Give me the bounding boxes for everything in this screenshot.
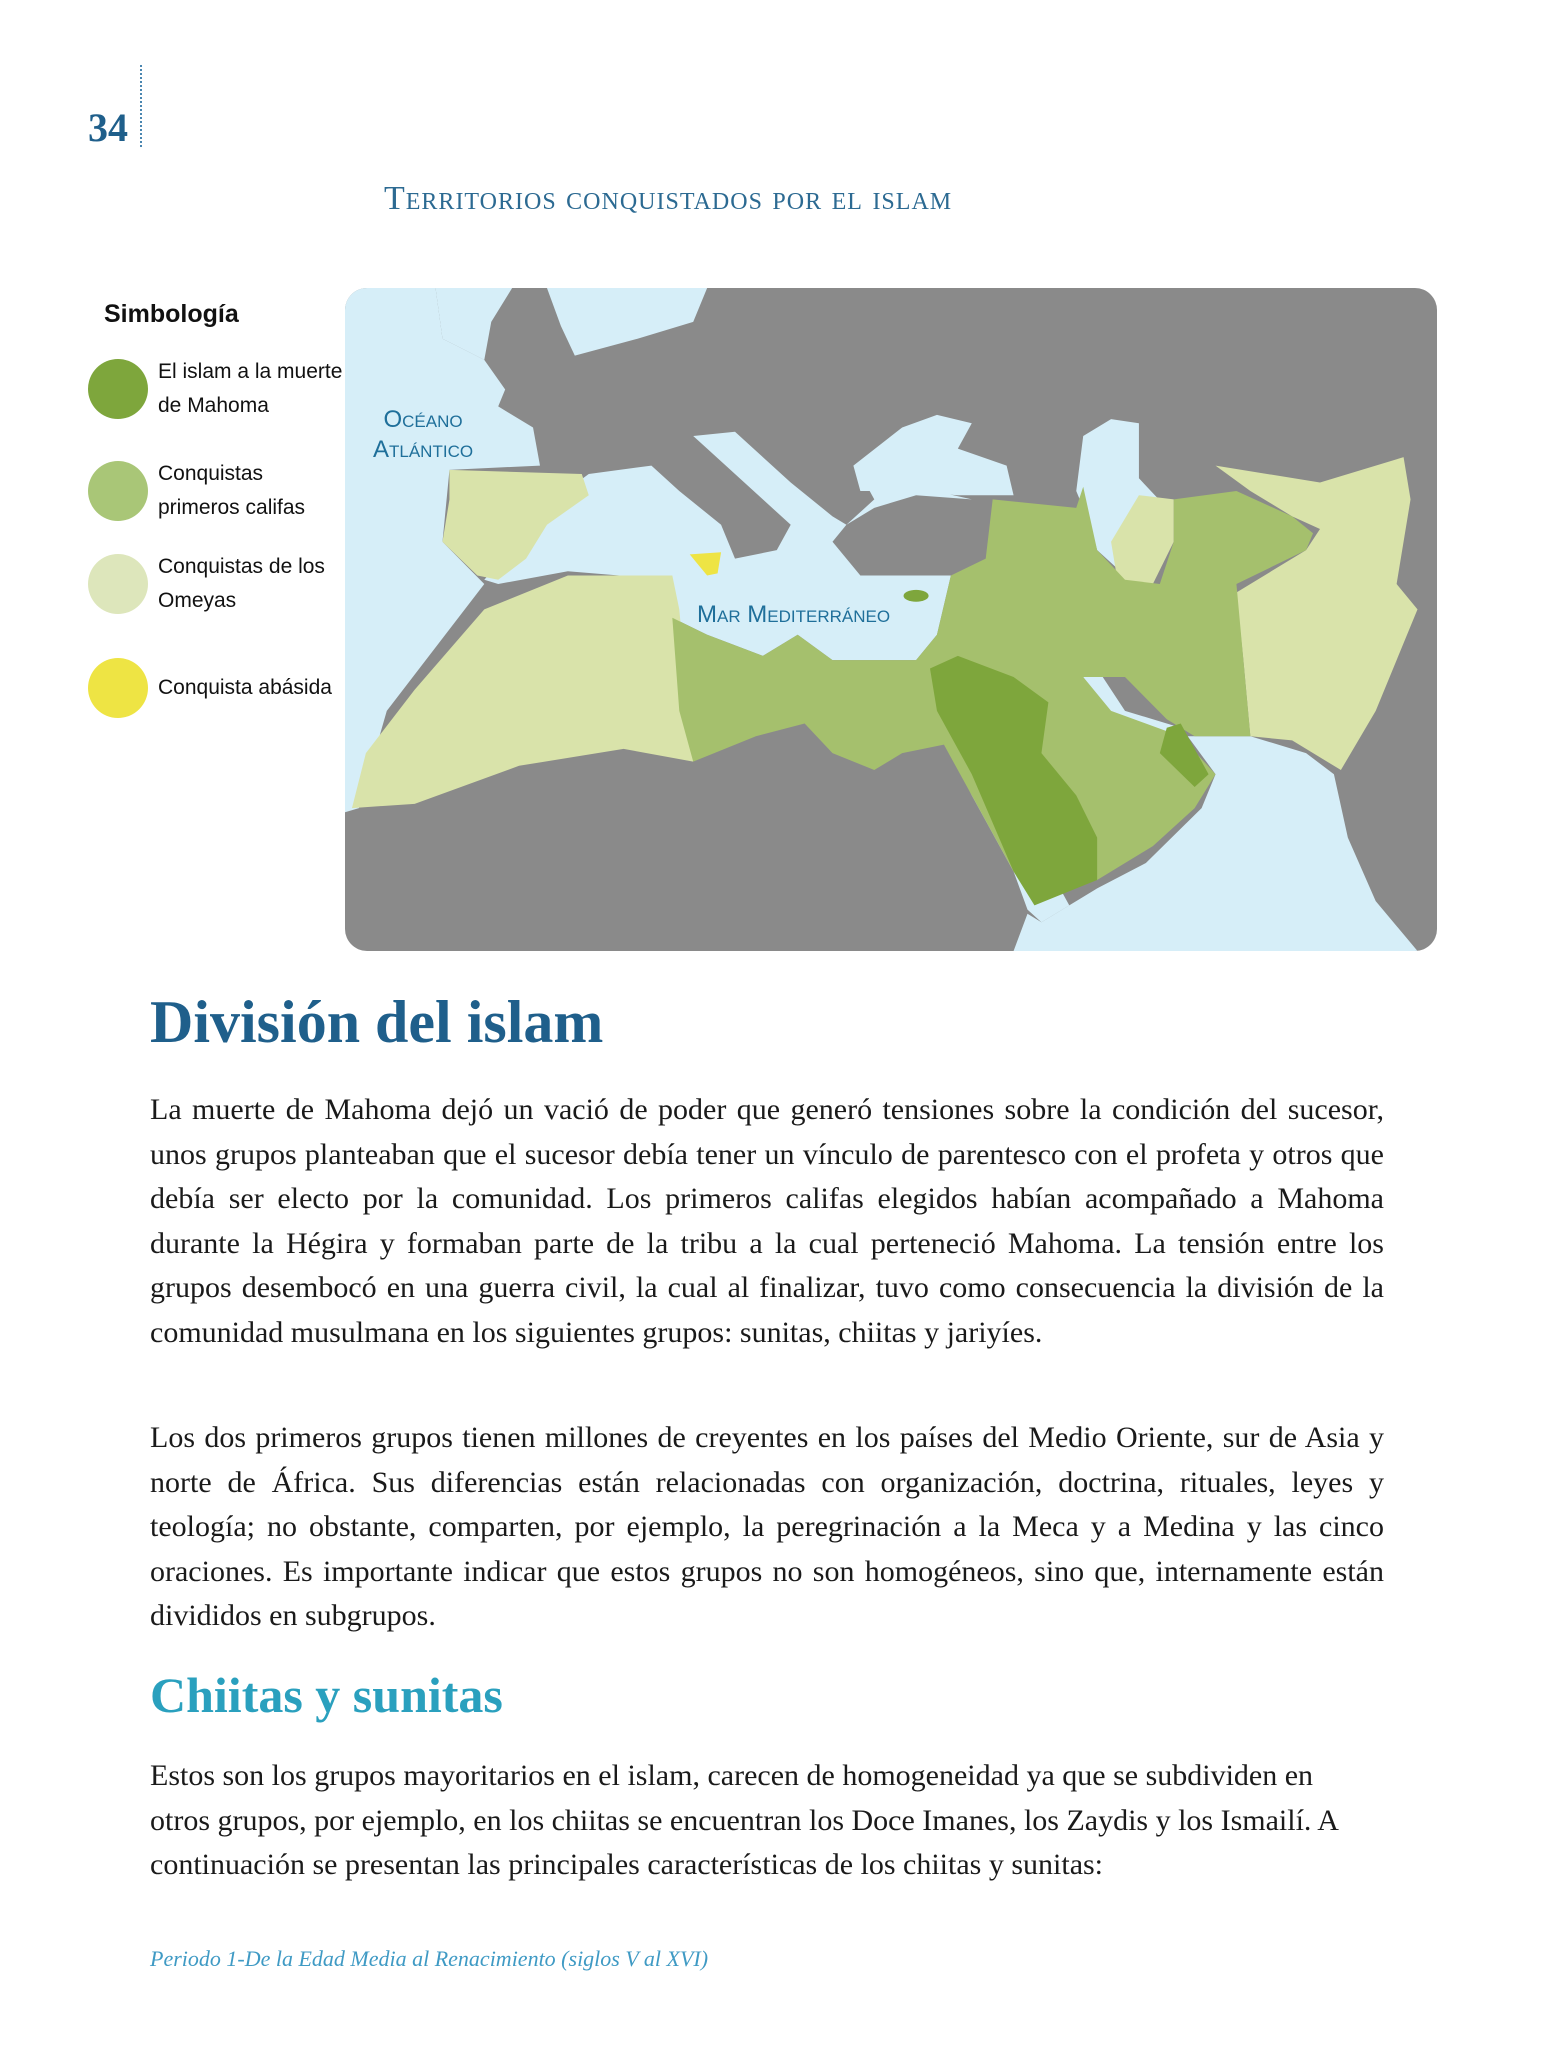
region-muerte-mahoma-cyprus (904, 590, 929, 602)
territories-map (345, 288, 1437, 951)
ocean-label-line1: Océano (383, 406, 463, 433)
map-title: Territorios conquistados por el islam (384, 180, 953, 217)
legend-title: Simbología (104, 300, 239, 328)
legend-swatch (88, 554, 148, 614)
legend-swatch (88, 461, 148, 521)
legend-item-mahoma (88, 355, 343, 423)
ocean-label-line2: Atlántico (373, 436, 474, 463)
sea-label: Mar Mediterráneo (697, 601, 891, 628)
page-footer: Periodo 1-De la Edad Media al Renacimiento (siglos V al XVI) (150, 1946, 709, 1971)
map-legend (88, 300, 348, 699)
subsection-heading: Chiitas y sunitas (150, 1667, 503, 1723)
legend-label: Conquistas primeros califas (158, 462, 306, 519)
legend-label: Conquista abásida (158, 676, 332, 699)
page-number-divider (140, 65, 142, 147)
legend-label: Conquistas de los Omeyas (158, 555, 325, 612)
legend-item-omeyas (88, 550, 343, 618)
map-graphic (345, 288, 1437, 951)
paragraph: Los dos primeros grupos tienen millones de creyentes en los países del Medio Oriente, sur de Asia y norte de África. Sus diferencias están relacionadas con organización, doctrina, rituales, leyes y teología; no obstante, comparten, por ejemplo, la peregrinación a la Meca y a Medina y las cinco oraciones. Es importante indicar que estos grupos no son homogéneos, sino que, internamente están divididos en subgrupos. (150, 1421, 1384, 1632)
legend-item-califas (88, 457, 343, 525)
legend-swatch (88, 658, 148, 718)
section-heading: División del islam (150, 989, 604, 1055)
paragraph: Estos son los grupos mayoritarios en el islam, carecen de homogeneidad ya que se subdividen en otros grupos, por ejemplo, en los chiitas se encuentran los Doce Imanes, los Zaydis y los Ismailí. A continuación se presentan las principales características de los chiitas y sunitas: (150, 1759, 1338, 1881)
legend-swatch (88, 359, 148, 419)
legend-item-abasida (88, 658, 343, 718)
paragraph: La muerte de Mahoma dejó un vació de poder que generó tensiones sobre la condición del sucesor, unos grupos planteaban que el sucesor debía tener un vínculo de parentesco con el profeta y otros que debía ser electo por la comunidad. Los primeros califas elegidos habían acompañado a Mahoma durante la Hégira y formaban parte de la tribu a la cual perteneció Mahoma. La tensión entre los grupos desembocó en una guerra civil, la cual al finalizar, tuvo como consecuencia la división de la comunidad musulmana en los siguientes grupos: sunitas, chiitas y jariyíes. (150, 1093, 1384, 1349)
page-number: 34 (88, 105, 128, 150)
ocean-label (373, 405, 473, 465)
legend-label: El islam a la muerte de Mahoma (158, 360, 343, 417)
